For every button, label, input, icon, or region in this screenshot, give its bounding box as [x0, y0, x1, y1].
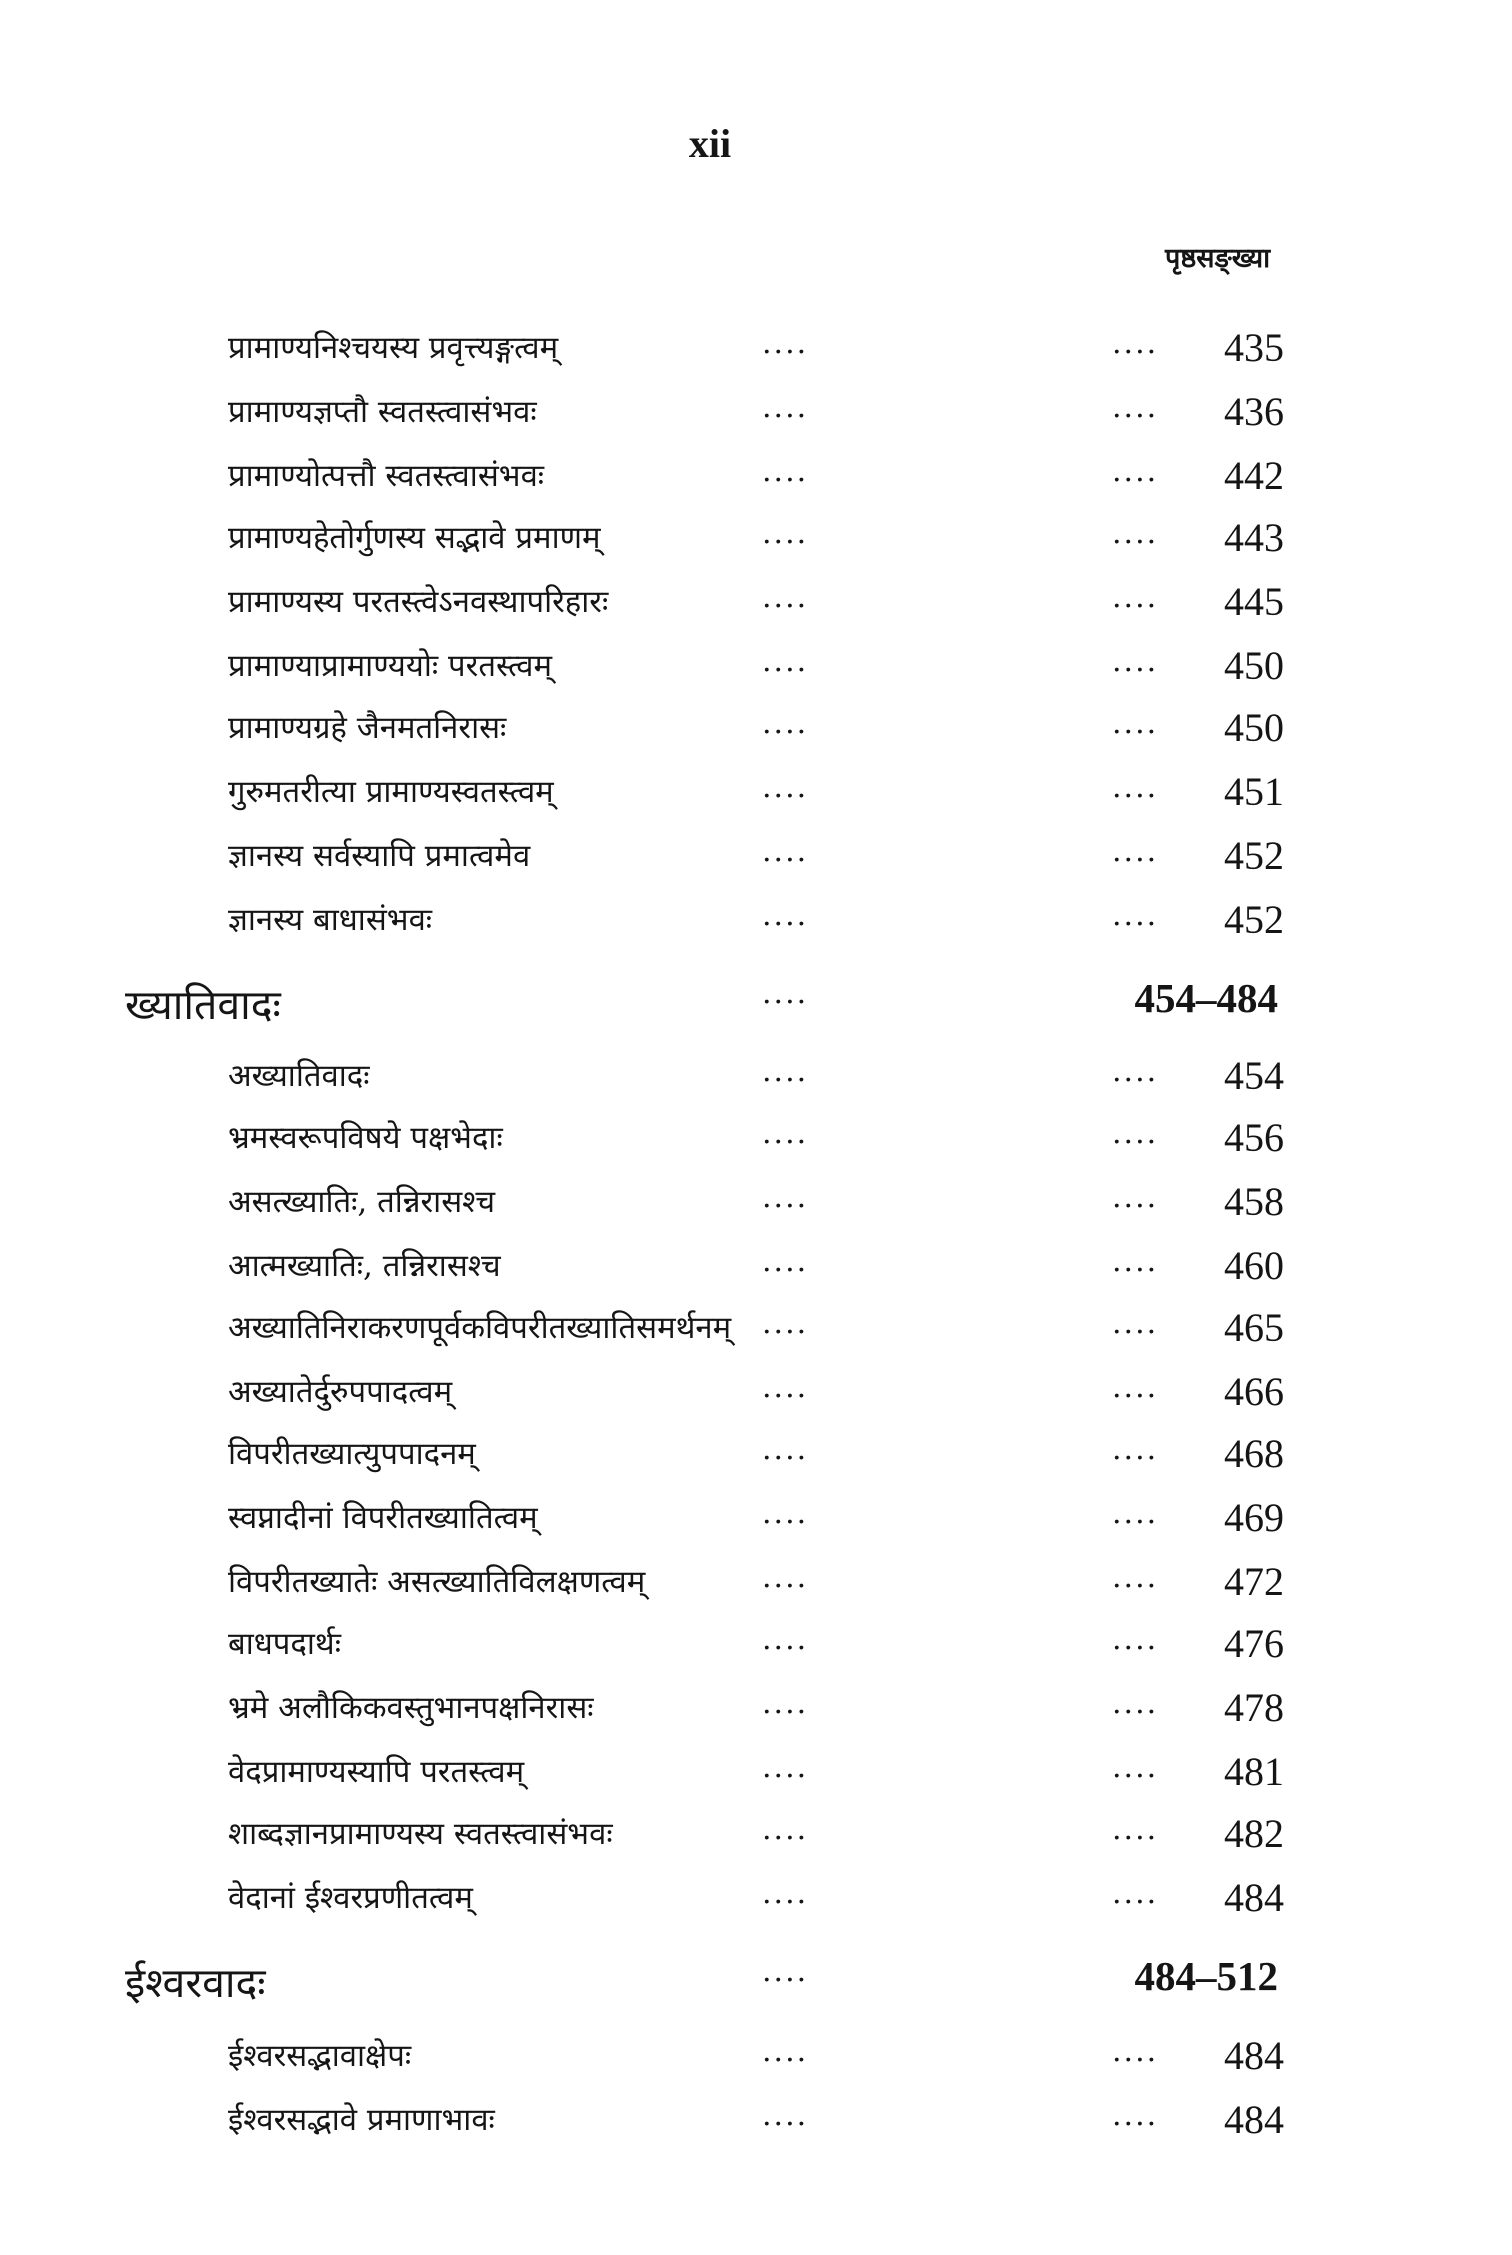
leader-dots: .... — [762, 2098, 809, 2133]
entry-page-number: 450 — [1224, 705, 1284, 750]
toc-section-row — [0, 1946, 1512, 2006]
entry-page-number: 458 — [1224, 1179, 1284, 1224]
leader-dots: .... — [762, 834, 809, 869]
leader-dots: .... — [1112, 580, 1159, 615]
entry-page-number: 472 — [1224, 1559, 1284, 1604]
leader-dots: .... — [762, 770, 809, 805]
entry-title: विपरीतख्यात्युपपादनम् — [228, 1436, 476, 1472]
entry-page-number: 465 — [1224, 1305, 1284, 1350]
leader-dots: .... — [762, 1750, 809, 1785]
leader-dots: .... — [1112, 390, 1159, 425]
section-page-range: 484–512 — [1134, 1953, 1278, 1999]
entry-page-number: 454 — [1224, 1053, 1284, 1098]
toc-entry-row — [0, 826, 1512, 886]
entry-title: भ्रमे अलौकिकवस्तुभानपक्षनिरासः — [228, 1690, 594, 1726]
leader-dots: .... — [762, 516, 809, 551]
entry-page-number: 435 — [1224, 325, 1284, 370]
toc-entry-row — [0, 1552, 1512, 1612]
toc-entry-row — [0, 1804, 1512, 1864]
entry-title: वेदानां ईश्वरप्रणीतत्वम् — [228, 1880, 473, 1916]
leader-dots: .... — [762, 326, 809, 361]
entry-title: प्रामाण्यहेतोर्गुणस्य सद्भावे प्रमाणम् — [228, 520, 601, 556]
entry-page-number: 450 — [1224, 643, 1284, 688]
leader-dots: .... — [762, 1876, 809, 1911]
entry-page-number: 484 — [1224, 1875, 1284, 1920]
leader-dots: .... — [762, 1306, 809, 1341]
entry-title: प्रामाण्याप्रामाण्ययोः परतस्त्वम् — [228, 648, 553, 684]
leader-dots: .... — [1112, 1496, 1159, 1531]
toc-entry-row — [0, 890, 1512, 950]
leader-dots: .... — [762, 644, 809, 679]
entry-title: प्रामाण्योत्पत्तौ स्वतस्त्वासंभवः — [228, 458, 545, 494]
leader-dots: .... — [1112, 326, 1159, 361]
leader-dots: .... — [762, 1180, 809, 1215]
leader-dots: .... — [1112, 2034, 1159, 2069]
entry-title: ईश्वरसद्भावाक्षेपः — [228, 2038, 412, 2074]
entry-page-number: 452 — [1224, 897, 1284, 942]
toc-entry-row — [0, 318, 1512, 378]
entry-page-number: 484 — [1224, 2097, 1284, 2142]
entry-title: असत्ख्यातिः, तन्निरासश्च — [228, 1184, 496, 1220]
leader-dots: .... — [1112, 1054, 1159, 1089]
leader-dots: .... — [1112, 1622, 1159, 1657]
entry-page-number: 442 — [1224, 453, 1284, 498]
toc-entry-row — [0, 446, 1512, 506]
entry-title: अख्यातिवादः — [228, 1058, 370, 1094]
leader-dots: .... — [762, 580, 809, 615]
leader-dots: .... — [1112, 1306, 1159, 1341]
entry-page-number: 484 — [1224, 2033, 1284, 2078]
entry-title: शाब्दज्ञानप्रामाण्यस्य स्वतस्त्वासंभवः — [228, 1816, 613, 1852]
leader-dots: .... — [1112, 898, 1159, 933]
leader-dots: .... — [1112, 1180, 1159, 1215]
entry-title: प्रामाण्यस्य परतस्त्वेऽनवस्थापरिहारः — [228, 584, 609, 620]
leader-dots: .... — [1112, 1432, 1159, 1467]
leader-dots: .... — [762, 390, 809, 425]
leader-dots: .... — [762, 454, 809, 489]
leader-dots: .... — [1112, 706, 1159, 741]
toc-entry-row — [0, 698, 1512, 758]
entry-page-number: 469 — [1224, 1495, 1284, 1540]
entry-page-number: 445 — [1224, 579, 1284, 624]
entry-title: विपरीतख्यातेः असत्ख्यातिविलक्षणत्वम् — [228, 1564, 646, 1600]
leader-dots: .... — [762, 1370, 809, 1405]
leader-dots: .... — [762, 898, 809, 933]
leader-dots: .... — [762, 706, 809, 741]
entry-page-number: 481 — [1224, 1749, 1284, 1794]
entry-page-number: 451 — [1224, 769, 1284, 814]
leader-dots: .... — [1112, 1876, 1159, 1911]
toc-entry-row — [0, 1046, 1512, 1106]
leader-dots: .... — [1112, 770, 1159, 805]
leader-dots: .... — [1112, 1370, 1159, 1405]
leader-dots: .... — [1112, 454, 1159, 489]
leader-dots: .... — [762, 1432, 809, 1467]
leader-dots: .... — [1112, 1686, 1159, 1721]
entry-title: ज्ञानस्य बाधासंभवः — [228, 902, 433, 938]
toc-entry-row — [0, 636, 1512, 696]
leader-dots: .... — [1112, 1244, 1159, 1279]
entry-title: ज्ञानस्य सर्वस्यापि प्रमात्वमेव — [228, 838, 531, 874]
toc-entry-row — [0, 1868, 1512, 1928]
section-title: ख्यातिवादः — [125, 981, 281, 1029]
toc-entry-row — [0, 572, 1512, 632]
toc-entry-row — [0, 1678, 1512, 1738]
toc-section-row — [0, 968, 1512, 1028]
leader-dots: .... — [762, 1560, 809, 1595]
leader-dots: .... — [762, 1116, 809, 1151]
entry-title: ईश्वरसद्भावे प्रमाणाभावः — [228, 2102, 495, 2138]
toc-entry-row — [0, 1362, 1512, 1422]
entry-title: प्रामाण्यज्ञप्तौ स्वतस्त्वासंभवः — [228, 394, 537, 430]
leader-dots: .... — [762, 1812, 809, 1847]
entry-page-number: 436 — [1224, 389, 1284, 434]
section-title: ईश्वरवादः — [125, 1959, 266, 2007]
leader-dots: .... — [1112, 516, 1159, 551]
leader-dots: .... — [1112, 1812, 1159, 1847]
toc-entry-row — [0, 2026, 1512, 2086]
entry-title: स्वप्नादीनां विपरीतख्यातित्वम् — [228, 1500, 538, 1536]
leader-dots: .... — [762, 1622, 809, 1657]
toc-entry-row — [0, 382, 1512, 442]
leader-dots: .... — [762, 1244, 809, 1279]
leader-dots: .... — [762, 976, 809, 1011]
entry-title: बाधपदार्थः — [228, 1626, 341, 1662]
leader-dots: .... — [762, 1954, 809, 1989]
leader-dots: .... — [762, 2034, 809, 2069]
entry-page-number: 468 — [1224, 1431, 1284, 1476]
entry-page-number: 456 — [1224, 1115, 1284, 1160]
leader-dots: .... — [1112, 1116, 1159, 1151]
entry-title: गुरुमतरीत्या प्रामाण्यस्वतस्त्वम् — [228, 774, 554, 810]
entry-title: वेदप्रामाण्यस्यापि परतस्त्वम् — [228, 1754, 525, 1790]
toc-entry-row — [0, 1108, 1512, 1168]
section-page-range: 454–484 — [1134, 975, 1278, 1021]
toc-entry-row — [0, 1488, 1512, 1548]
entry-title: भ्रमस्वरूपविषये पक्षभेदाः — [228, 1120, 503, 1156]
toc-entry-row — [0, 1298, 1512, 1358]
toc-entry-row — [0, 1236, 1512, 1296]
page-number: xii — [688, 121, 732, 166]
entry-title: आत्मख्यातिः, तन्निरासश्च — [228, 1248, 501, 1284]
leader-dots: .... — [762, 1054, 809, 1089]
leader-dots: .... — [1112, 644, 1159, 679]
entry-page-number: 476 — [1224, 1621, 1284, 1666]
toc-entry-row — [0, 2090, 1512, 2150]
entry-page-number: 452 — [1224, 833, 1284, 878]
entry-page-number: 482 — [1224, 1811, 1284, 1856]
leader-dots: .... — [1112, 834, 1159, 869]
entry-page-number: 460 — [1224, 1243, 1284, 1288]
toc-entry-row — [0, 762, 1512, 822]
leader-dots: .... — [762, 1686, 809, 1721]
entry-title: अख्यातेर्दुरुपपादत्वम् — [228, 1374, 453, 1410]
leader-dots: .... — [1112, 2098, 1159, 2133]
page-column-header: पृष्ठसङ्ख्या — [1165, 243, 1271, 274]
toc-entry-row — [0, 1424, 1512, 1484]
entry-title: प्रामाण्यनिश्चयस्य प्रवृत्त्यङ्गत्वम् — [228, 330, 559, 366]
leader-dots: .... — [1112, 1560, 1159, 1595]
toc-entry-row — [0, 1742, 1512, 1802]
entry-title: अख्यातिनिराकरणपूर्वकविपरीतख्यातिसमर्थनम् — [228, 1310, 732, 1346]
toc-entry-row — [0, 508, 1512, 568]
entry-title: प्रामाण्यग्रहे जैनमतनिरासः — [228, 710, 507, 746]
toc-entry-row — [0, 1172, 1512, 1232]
entry-page-number: 466 — [1224, 1369, 1284, 1414]
entry-page-number: 478 — [1224, 1685, 1284, 1730]
entry-page-number: 443 — [1224, 515, 1284, 560]
toc-entry-row — [0, 1614, 1512, 1674]
leader-dots: .... — [1112, 1750, 1159, 1785]
leader-dots: .... — [762, 1496, 809, 1531]
